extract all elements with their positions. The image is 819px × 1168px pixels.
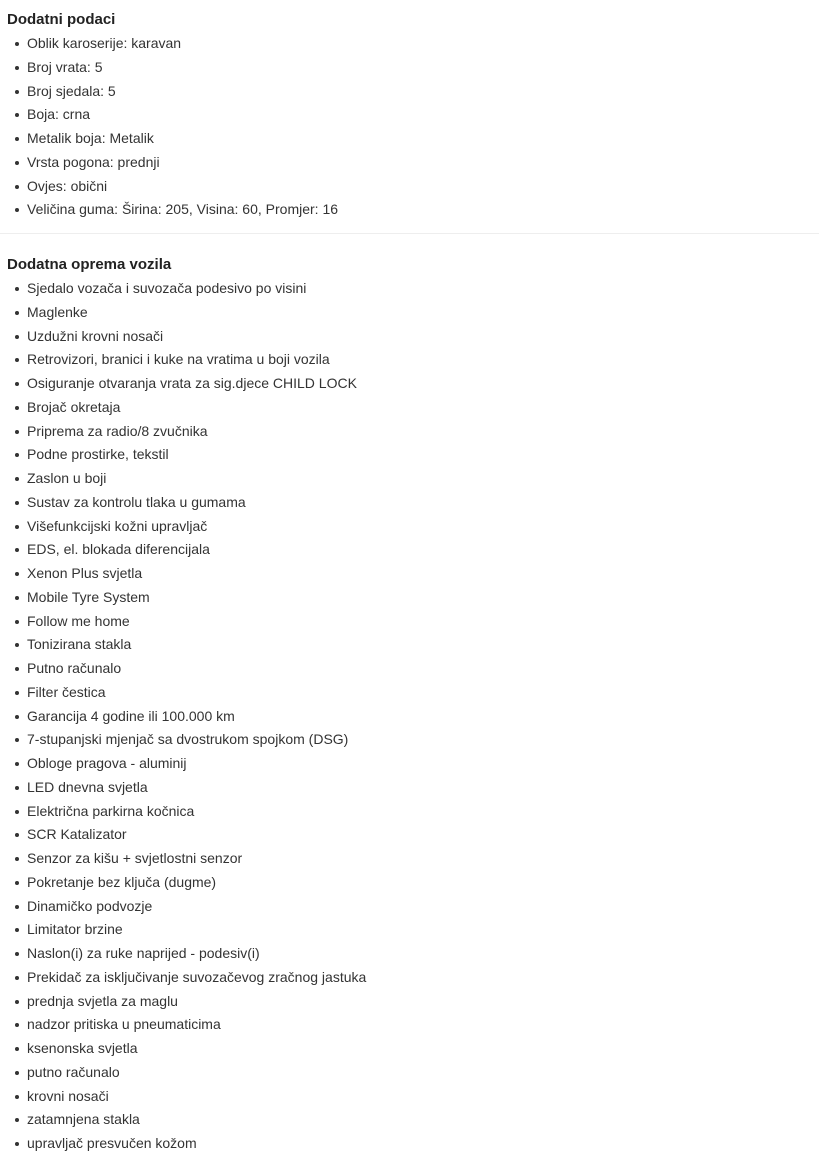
list-item-label: putno računalo (27, 1063, 120, 1080)
list-item-label: Follow me home (27, 612, 130, 629)
bullet-icon (15, 762, 19, 766)
section-additional-equipment (7, 256, 819, 1156)
list-item (27, 151, 819, 175)
list-item-label: Xenon Plus svjetla (27, 565, 143, 581)
bullet-icon (15, 501, 19, 505)
list-item-label: prednja svjetla za maglu (27, 992, 178, 1009)
bullet-icon (15, 572, 19, 576)
list-item-label: Priprema za radio/8 zvučnika (27, 422, 208, 439)
list-item-label: SCR Katalizator (27, 826, 127, 843)
list-item-label: Ovjes: obični (27, 177, 108, 194)
list-item-label: LED dnevna svjetla (27, 778, 148, 795)
list-item (27, 396, 819, 420)
additional-data-list (7, 32, 819, 222)
list-item-label: Mobile Tyre System (27, 588, 150, 605)
list-item (27, 776, 819, 800)
list-item-label: Tonizirana stakla (27, 636, 132, 653)
list-item (27, 277, 819, 301)
list-item (27, 175, 819, 199)
section-title-additional-data: Dodatni podaci (7, 11, 116, 28)
list-item (27, 657, 819, 681)
list-item (27, 823, 819, 847)
list-item (27, 871, 819, 895)
list-item-label: Metalik boja: Metalik (27, 130, 154, 146)
list-item-label: Retrovizori, branici i kuke na vratima u boji vozila (27, 351, 330, 368)
bullet-icon (15, 161, 19, 165)
section-additional-data (7, 11, 819, 222)
bullet-icon (15, 548, 19, 552)
bullet-icon (15, 715, 19, 719)
list-item (27, 198, 819, 222)
list-item-label: Putno računalo (27, 660, 122, 676)
list-item (27, 32, 819, 56)
list-item (27, 1061, 819, 1085)
section-divider (0, 233, 819, 234)
bullet-icon (15, 857, 19, 861)
list-item-label: upravljač presvučen kožom (27, 1135, 197, 1151)
list-item (27, 1108, 819, 1132)
list-item (27, 1085, 819, 1109)
list-item (27, 80, 819, 104)
list-item (27, 301, 819, 325)
bullet-icon (15, 691, 19, 695)
list-item-label: Sustav za kontrolu tlaka u gumama (27, 493, 246, 510)
bullet-icon (15, 1071, 19, 1075)
list-item (27, 538, 819, 562)
list-item-label: Brojač okretaja (27, 398, 121, 415)
list-item (27, 325, 819, 349)
list-item-label: Sjedalo vozača i suvozača podesivo po visini (27, 280, 307, 296)
list-item (27, 610, 819, 634)
bullet-icon (15, 137, 19, 141)
bullet-icon (15, 477, 19, 481)
bullet-icon (15, 667, 19, 671)
list-item-label: nadzor pritiska u pneumaticima (27, 1016, 221, 1033)
bullet-icon (15, 1118, 19, 1122)
list-item (27, 127, 819, 151)
list-item-label: Vrsta pogona: prednji (27, 153, 160, 170)
list-item (27, 491, 819, 515)
additional-equipment-list (7, 277, 819, 1156)
bullet-icon (15, 208, 19, 212)
list-item-label: Podne prostirke, tekstil (27, 446, 169, 463)
list-item (27, 586, 819, 610)
list-item-label: Naslon(i) za ruke naprijed - podesiv(i) (27, 945, 260, 961)
list-item (27, 942, 819, 966)
list-item (27, 103, 819, 127)
list-item (27, 1132, 819, 1156)
list-item (27, 895, 819, 919)
list-item (27, 681, 819, 705)
bullet-icon (15, 1023, 19, 1027)
bullet-icon (15, 185, 19, 189)
list-item-label: 7-stupanjski mjenjač sa dvostrukom spojkom (DSG) (27, 731, 349, 748)
list-item-label: Prekidač za isključivanje suvozačevog zračnog jastuka (27, 968, 367, 985)
list-item (27, 56, 819, 80)
bullet-icon (15, 810, 19, 814)
bullet-icon (15, 596, 19, 600)
list-item-label: EDS, el. blokada diferencijala (27, 541, 210, 558)
list-item-label: Električna parkirna kočnica (27, 802, 195, 819)
bullet-icon (15, 335, 19, 339)
list-item (27, 847, 819, 871)
list-item-label: Senzor za kišu + svjetlostni senzor (27, 850, 243, 866)
list-item-label: Obloge pragova - aluminij (27, 755, 187, 771)
bullet-icon (15, 66, 19, 70)
bullet-icon (15, 905, 19, 909)
bullet-icon (15, 113, 19, 117)
list-item-label: zatamnjena stakla (27, 1111, 140, 1128)
bullet-icon (15, 90, 19, 94)
bullet-icon (15, 786, 19, 790)
bullet-icon (15, 1000, 19, 1004)
list-item (27, 443, 819, 467)
list-item (27, 728, 819, 752)
list-item-label: Višefunkcijski kožni upravljač (27, 517, 208, 534)
list-item-label: ksenonska svjetla (27, 1040, 138, 1056)
bullet-icon (15, 738, 19, 742)
bullet-icon (15, 1142, 19, 1146)
list-item (27, 633, 819, 657)
list-item (27, 1037, 819, 1061)
bullet-icon (15, 42, 19, 46)
bullet-icon (15, 833, 19, 837)
list-item (27, 467, 819, 491)
list-item (27, 420, 819, 444)
list-item (27, 562, 819, 586)
bullet-icon (15, 453, 19, 457)
list-item-label: Garancija 4 godine ili 100.000 km (27, 707, 235, 724)
list-item (27, 1013, 819, 1037)
list-item-label: Pokretanje bez ključa (dugme) (27, 873, 217, 890)
list-item-label: Broj vrata: 5 (27, 58, 103, 75)
list-item-label: krovni nosači (27, 1087, 109, 1104)
list-item (27, 918, 819, 942)
list-item (27, 372, 819, 396)
bullet-icon (15, 382, 19, 386)
list-item-label: Veličina guma: Širina: 205, Visina: 60, Promjer: 16 (27, 201, 339, 218)
bullet-icon (15, 430, 19, 434)
list-item (27, 990, 819, 1014)
bullet-icon (15, 620, 19, 624)
bullet-icon (15, 643, 19, 647)
list-item (27, 966, 819, 990)
list-item-label: Filter čestica (27, 683, 106, 700)
list-item-label: Oblik karoserije: karavan (27, 35, 182, 51)
bullet-icon (15, 1047, 19, 1051)
list-item (27, 515, 819, 539)
list-item-label: Zaslon u boji (27, 470, 107, 486)
list-item-label: Broj sjedala: 5 (27, 82, 116, 99)
bullet-icon (15, 311, 19, 315)
bullet-icon (15, 358, 19, 362)
list-item-label: Uzdužni krovni nosači (27, 327, 164, 344)
bullet-icon (15, 525, 19, 529)
list-item-label: Limitator brzine (27, 921, 123, 938)
bullet-icon (15, 952, 19, 956)
list-item (27, 800, 819, 824)
list-item-label: Osiguranje otvaranja vrata za sig.djece CHILD LOCK (27, 375, 357, 391)
list-item (27, 348, 819, 372)
section-title-additional-equipment: Dodatna oprema vozila (7, 256, 172, 273)
list-item-label: Boja: crna (27, 106, 91, 123)
bullet-icon (15, 406, 19, 410)
list-item (27, 752, 819, 776)
list-item (27, 705, 819, 729)
bullet-icon (15, 928, 19, 932)
bullet-icon (15, 287, 19, 291)
list-item-label: Maglenke (27, 303, 88, 320)
bullet-icon (15, 881, 19, 885)
list-item-label: Dinamičko podvozje (27, 897, 153, 914)
bullet-icon (15, 976, 19, 980)
bullet-icon (15, 1095, 19, 1099)
